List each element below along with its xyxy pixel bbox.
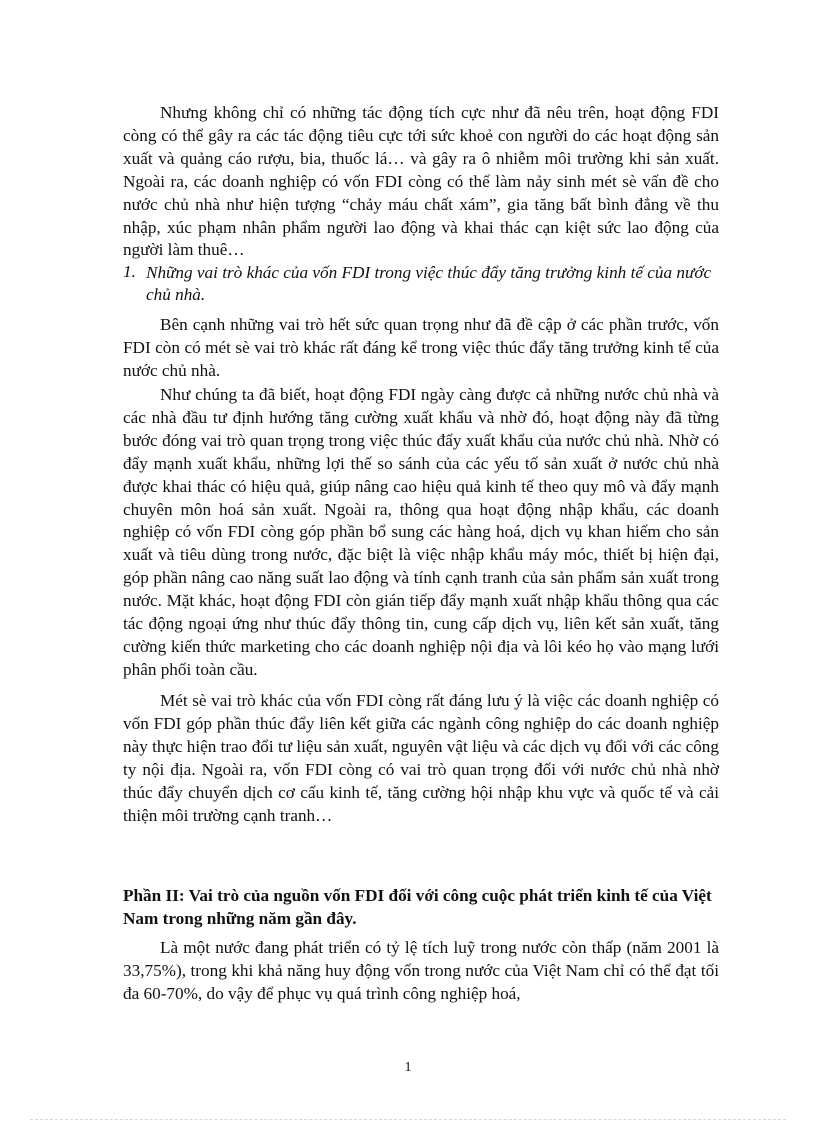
- part-heading: Phần II: Vai trò của nguồn vốn FDI đối với công cuộc phát triển kinh tế của Việt Nam trong những năm gần đây.: [123, 886, 712, 928]
- page-number: 1: [404, 1060, 412, 1075]
- section-heading: Những vai trò khác của vốn FDI trong việc thúc đẩy tăng trưởng kinh tế của nước chủ nhà.: [146, 263, 712, 304]
- section-number: 1.: [123, 262, 136, 281]
- paragraph-export-promotion: Như chúng ta đã biết, hoạt động FDI ngày càng được cả những nước chủ nhà và các nhà đầu tư định hướng tăng cường xuất khẩu và nhờ đó, hoạt động này đã từng bước đóng vai trò quan trọng trong việc thúc đẩy xuất khẩu của nước chủ nhà. Nhờ có đẩy mạnh xuất khẩu, những lợi thế so sánh của các yếu tố sản xuất ở nước chủ nhà được khai thác có hiệu quả, giúp nâng cao hiệu quả kinh tế theo quy mô và đẩy mạnh chuyên môn hoá sản xuất. Ngoài ra, thông qua hoạt động nhập khẩu, các doanh nghiệp có vốn FDI còng góp phần bổ sung các hàng hoá, dịch vụ khan hiếm cho sản xuất và tiêu dùng trong nước, đặc biệt là việc nhập khẩu máy móc, thiết bị hiện đại, góp phần nâng cao năng suất lao động và tính cạnh tranh của sản phẩm sản xuất trong nước. Mặt khác, hoạt động FDI còn gián tiếp đẩy mạnh xuất nhập khẩu thông qua các tác động ngoại ứng như thúc đẩy thông tin, cung cấp dịch vụ, liên kết sản xuất, tăng cường kiến thức marketing cho các doanh nghiệp nội địa và lôi kéo họ vào mạng lưới phân phối toàn cầu.: [123, 385, 719, 679]
- paragraph-industry-linkage: Mét sè vai trò khác của vốn FDI còng rất đáng lưu ý là việc các doanh nghiệp có vốn FDI góp phần thúc đẩy liên kết giữa các ngành công nghiệp do các doanh nghiệp này thực hiện trao đổi tư liệu sản xuất, nguyên vật liệu và các dịch vụ đối với các công ty nội địa. Ngoài ra, vốn FDI còng có vai trò quan trọng đối với nước chủ nhà nhờ thúc đẩy chuyển dịch cơ cấu kinh tế, tăng cường hội nhập khu vực và quốc tế và cải thiện môi trường cạnh tranh…: [123, 691, 719, 825]
- paragraph-negative-impacts: Nhưng không chỉ có những tác động tích cực như đã nêu trên, hoạt động FDI còng có thể gây ra các tác động tiêu cực tới sức khoẻ con người do các hoạt động sản xuất và quảng cáo rượu, bia, thuốc lá… và gây ra ô nhiễm môi trường khi sản xuất. Ngoài ra, các doanh nghiệp có vốn FDI còng có thể làm nảy sinh mét sè vấn đề cho nước chủ nhà như hiện tượng “chảy máu chất xám”, gia tăng bất bình đẳng về thu nhập, xúc phạm nhân phẩm người lao động và khai thác cạn kiệt sức lao động của người làm thuê…: [123, 103, 719, 260]
- page-bottom-divider: [30, 1119, 786, 1120]
- paragraph-other-roles: Bên cạnh những vai trò hết sức quan trọng như đã đề cập ở các phần trước, vốn FDI còn có mét sè vai trò khác rất đáng kể trong việc thúc đẩy tăng trưởng kinh tế của nước chủ nhà.: [123, 315, 719, 380]
- paragraph-vietnam-savings: Là một nước đang phát triển có tỷ lệ tích luỹ trong nước còn thấp (năm 2001 là 33,75%), trong khi khả năng huy động vốn trong nước của Việt Nam chỉ có thể đạt tối đa 60-70%, do vậy để phục vụ quá trình công nghiệp hoá,: [123, 938, 719, 1003]
